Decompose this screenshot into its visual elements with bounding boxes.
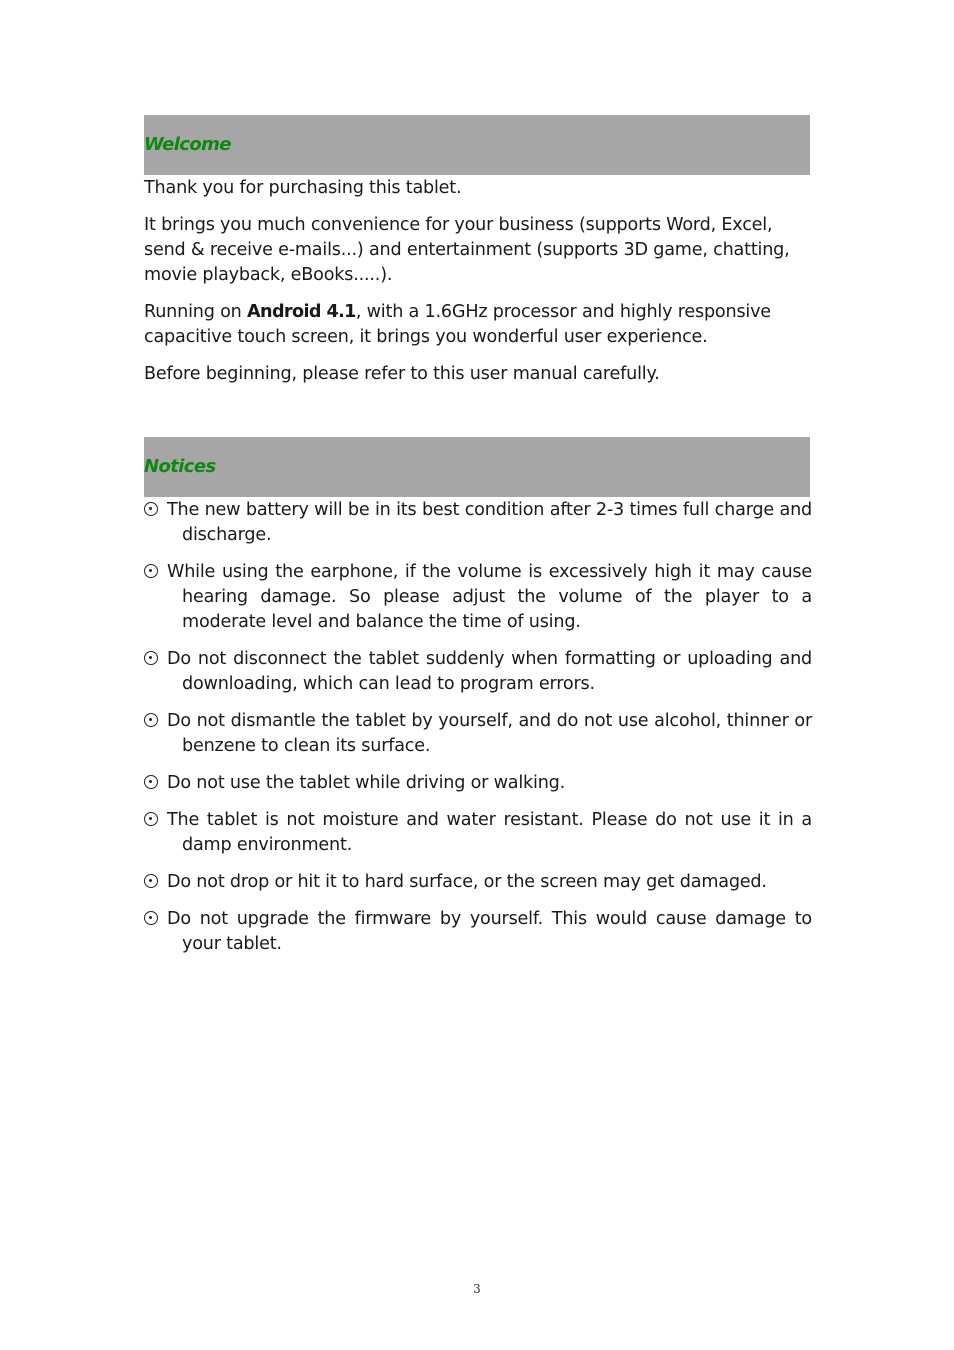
android-suffix-text: , with a 1.6GHz processor and highly responsive capacitive touch screen, it brings you wonderful user experience. bbox=[144, 302, 771, 347]
page-number: 3 bbox=[473, 1282, 481, 1296]
notices-header bbox=[144, 437, 810, 497]
circled-dot-icon bbox=[144, 775, 158, 789]
notices-title: Notices bbox=[144, 456, 216, 477]
notice-item bbox=[144, 907, 812, 957]
welcome-paragraph: Before beginning, please refer to this user manual carefully. bbox=[144, 364, 660, 384]
notice-text: Do not dismantle the tablet by yourself, and do not use alcohol, thinner or benzene to clean its surface. bbox=[167, 711, 812, 756]
notice-text: Do not upgrade the firmware by yourself. This would cause damage to your tablet. bbox=[167, 909, 812, 954]
notice-text: Do not disconnect the tablet suddenly when formatting or uploading and downloading, which can lead to program errors. bbox=[167, 649, 812, 694]
welcome-paragraph: It brings you much convenience for your business (supports Word, Excel, send & receive e-mails...) and entertainment (supports 3D game, chatting, movie playback, eBooks.....). bbox=[144, 215, 790, 285]
notice-item bbox=[144, 771, 812, 796]
notice-item bbox=[144, 709, 812, 759]
notice-text: The tablet is not moisture and water resistant. Please do not use it in a damp environment. bbox=[167, 810, 812, 855]
manual-page bbox=[144, 115, 810, 969]
circled-dot-icon bbox=[144, 713, 158, 727]
circled-dot-icon bbox=[144, 812, 158, 826]
notices-list bbox=[144, 498, 812, 957]
android-prefix-text: Running on bbox=[144, 302, 247, 322]
notice-text: Do not drop or hit it to hard surface, or the screen may get damaged. bbox=[167, 872, 767, 892]
notices-section bbox=[144, 437, 810, 957]
welcome-title: Welcome bbox=[144, 134, 231, 155]
notice-item bbox=[144, 870, 812, 895]
circled-dot-icon bbox=[144, 911, 158, 925]
notice-item bbox=[144, 498, 812, 548]
notice-text: Do not use the tablet while driving or walking. bbox=[167, 773, 566, 793]
circled-dot-icon bbox=[144, 874, 158, 888]
notice-item bbox=[144, 647, 812, 697]
welcome-header bbox=[144, 115, 810, 175]
circled-dot-icon bbox=[144, 651, 158, 665]
notice-text: The new battery will be in its best condition after 2-3 times full charge and discharge. bbox=[167, 500, 812, 545]
notice-item bbox=[144, 560, 812, 635]
circled-dot-icon bbox=[144, 502, 158, 516]
welcome-paragraph-android bbox=[144, 300, 810, 350]
welcome-paragraph: Thank you for purchasing this tablet. bbox=[144, 178, 462, 198]
circled-dot-icon bbox=[144, 564, 158, 578]
notice-text: While using the earphone, if the volume is excessively high it may cause hearing damage. So please adjust the volume of the player to a moderate level and balance the time of using. bbox=[167, 562, 812, 632]
android-version-text: Android 4.1 bbox=[247, 302, 356, 322]
notice-item bbox=[144, 808, 812, 858]
welcome-body bbox=[144, 176, 810, 387]
